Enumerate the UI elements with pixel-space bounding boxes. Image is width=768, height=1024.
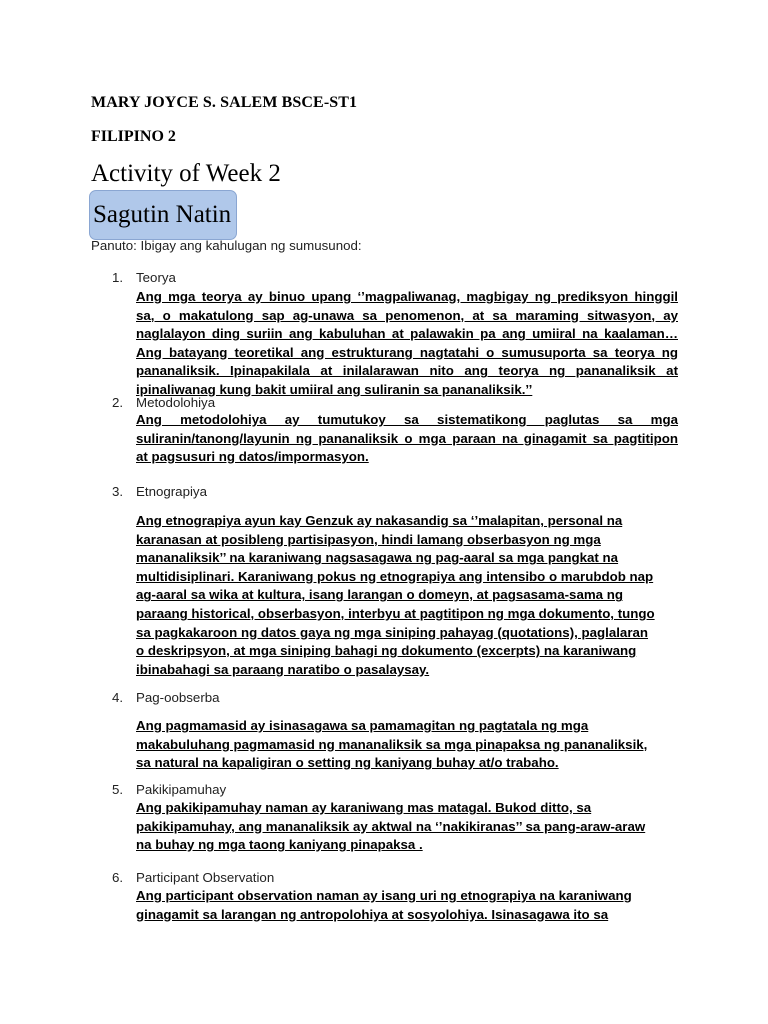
term-label: Teorya (136, 270, 176, 285)
answer-paragraph (136, 411, 678, 467)
author-line: MARY JOYCE S. SALEM BSCE-ST1 (91, 94, 358, 111)
list-item-number: 3. (112, 484, 124, 499)
answer-line: Ang metodolohiya ay tumutukoy sa sistematikong paglutas sa mga (136, 412, 678, 427)
list-item-number: 6. (112, 870, 124, 885)
answer-line: sa, o makatulong sap ag-unawa sa penomenon, at sa maraming sitwasyon, ay (136, 307, 678, 323)
term-label: Pakikipamuhay (136, 782, 227, 797)
answer-line: makabuluhang pagmamasid ng mananaliksik sa mga pinapaksa ng pananaliksik, (136, 736, 648, 752)
term-label: Participant Observation (136, 870, 275, 885)
term-label: Etnograpiya (136, 484, 207, 499)
answer-line: karanasan at posibleng partisipasyon, hindi lamang obserbasyon ng mga (136, 531, 601, 547)
subject-line: FILIPINO 2 (91, 128, 176, 145)
answer-line: at pagsusuri ng datos/impormasyon. (136, 449, 369, 465)
list-item-number: 1. (112, 270, 124, 285)
answer-line: na buhay ng mga taong kaniyang pinapaksa . (136, 837, 423, 853)
answer-paragraph (136, 717, 678, 773)
list-item-number: 5. (112, 782, 124, 797)
answer-line: multidisiplinari. Karaniwang pokus ng etnograpiya ang intensibo o marubdob nap (136, 568, 654, 584)
answer-line: ipinaliwanag kung bakit umiiral ang suliranin sa pananaliksik.’’ (136, 381, 533, 397)
answer-line: Ang batayang teoretikal ang estrukturang nagtatahi o sumusuporta sa teorya ng (136, 344, 678, 360)
answer-line: Ang pagmamasid ay isinasagawa sa pamamagitan ng pagtatala ng mga (136, 718, 589, 733)
answer-line: Ang mga teorya ay binuo upang ‘’magpaliwanag, magbigay ng prediksyon hinggil (136, 289, 678, 304)
answer-paragraph (136, 288, 678, 400)
answer-line: mananaliksik’’ na karaniwang nagsasagawa ng pag-aaral sa mga pangkat na (136, 550, 619, 566)
answer-line: Ang participant observation naman ay isang uri ng etnograpiya na karaniwang (136, 888, 632, 903)
section-badge (89, 190, 237, 240)
instruction-text: Panuto: Ibigay ang kahulugan ng sumusunod: (91, 238, 362, 253)
answer-line: paraang historical, obserbasyon, interbyu at pagtitipon ng mga dokumento, tungo (136, 605, 655, 621)
answer-line: o deskripsyon, at mga siniping bahagi ng dokumento (excerpts) na karaniwang (136, 643, 637, 659)
answer-line: suliranin/tanong/layunin ng pananaliksik o mga paraan na ginagamit sa pagtitipon (136, 430, 678, 446)
answer-line: Ang pakikipamuhay naman ay karaniwang mas matagal. Bukod ditto, sa (136, 800, 592, 815)
list-item-number: 2. (112, 395, 124, 410)
page-title: Activity of Week 2 (91, 160, 281, 187)
answer-line: naglalayon ding suriin ang kabuluhan at palawakin pa ang umiiral na kaalaman… (136, 326, 678, 342)
answer-line: ginagamit sa larangan ng antropolohiya at sosyolohiya. Isinasagawa ito sa (136, 906, 609, 922)
answer-line: pakikipamuhay, ang mananaliksik ay aktwal na ‘’nakikiranas’’ sa pang-araw-araw (136, 818, 646, 834)
list-item-number: 4. (112, 690, 124, 705)
answer-line: pananaliksik. Ipinapakilala at inilalarawan nito ang teorya ng pananaliksik at (136, 363, 678, 379)
section-badge-label: Sagutin Natin (93, 201, 232, 228)
answer-line: sa natural na kapaligiran o setting ng kaniyang buhay at/o trabaho. (136, 755, 559, 771)
answer-line: sa pagkakaroon ng datos gaya ng mga siniping pahayag (quotations), paglalaran (136, 624, 649, 640)
answer-line: Ang etnograpiya ayun kay Genzuk ay nakasandig sa ‘’malapitan, personal na (136, 513, 623, 528)
answer-paragraph (136, 887, 678, 924)
term-label: Metodolohiya (136, 395, 216, 410)
term-label: Pag-oobserba (136, 690, 220, 705)
answer-line: ag-aaral sa wika at kultura, isang larangan o domeyn, at pagsasama-sama ng (136, 587, 623, 603)
answer-paragraph (136, 799, 678, 855)
answer-paragraph (136, 512, 678, 679)
answer-line: ibinabahagi sa paraang naratibo o pasalaysay. (136, 661, 430, 677)
